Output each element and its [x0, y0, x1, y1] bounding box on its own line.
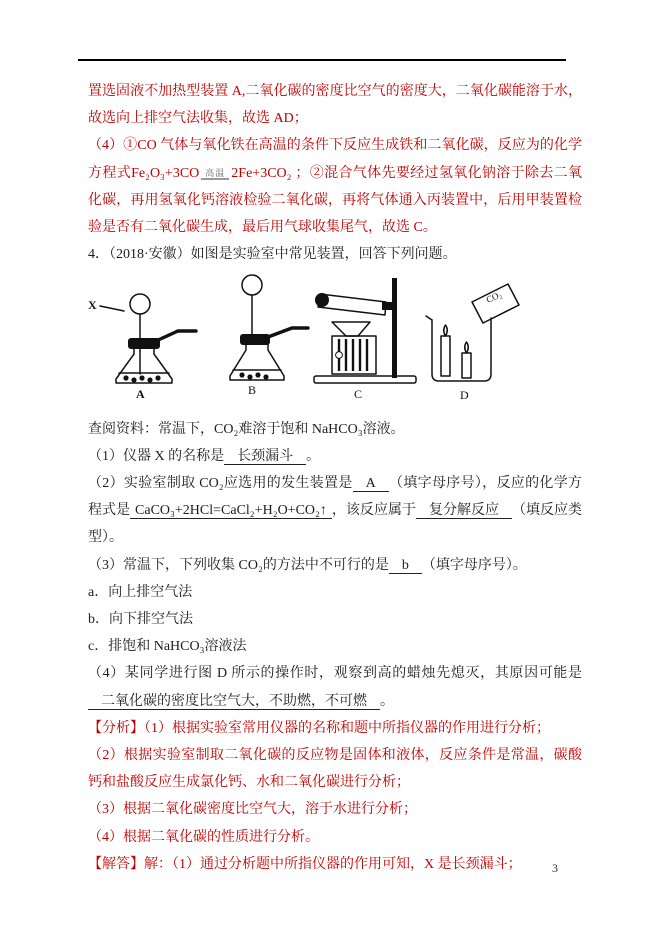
vessel-stripes [339, 339, 367, 371]
explanation-paragraph-2 [88, 132, 582, 241]
analysis-item-1: （1）根据实验室常用仪器的名称和题中所指仪器的作用进行分析； [144, 720, 550, 736]
apparatus-figure [86, 270, 572, 402]
stand-clamp [382, 302, 396, 310]
solid-particles-a [123, 376, 160, 383]
stopper-b [240, 334, 270, 345]
q1-text: （1）仪器 X 的名称是 [88, 448, 225, 464]
q2-text-3: ，该反应属于 [331, 503, 416, 519]
solution-line [88, 851, 582, 878]
question-1 [88, 443, 582, 470]
solution-heading: 【解答】 [88, 856, 144, 872]
explanation-text-1: 置选固液不加热型装置 A,二氧化碳的密度比空气的密度大，二氧化碳能溶于水，故选向上排空气法收集，故选 AD； [88, 84, 582, 127]
option-a [88, 579, 582, 606]
delivery-tube-b [268, 328, 308, 337]
q4-text: （4）某同学进行图 D 所示的操作时，观察到高的蜡烛先熄灭，其原因可能是 [88, 666, 582, 682]
q2-answer-blank-2: CaCO₃+2HCl=CaCl₂+H₂O+CO₂↑ [130, 503, 332, 519]
q3-answer-blank: b [389, 558, 422, 574]
analysis-line-3 [88, 796, 582, 823]
apparatus-d [426, 284, 519, 402]
apparatus-a [88, 294, 196, 401]
tall-candle [441, 336, 450, 376]
delivery-tube-a [156, 331, 196, 341]
resource-note [88, 416, 582, 443]
vessel-hole [336, 352, 343, 359]
co2-container-label: CO₂ [484, 289, 504, 306]
resource-note-text: 查阅资料：常温下，CO₂难溶于饱和 NaHCO₃溶液。 [88, 421, 405, 437]
q3-text: （3）常温下，下列收集 CO₂的方法中不可行的是 [88, 557, 389, 573]
explanation-text-2-before: （4）①CO 气体与氧化铁在高温的条件下反应生成铁和二氧化碳，反应为的化学方程式 [88, 138, 582, 181]
option-c-text: c．排饱和 NaHCO₃溶液法 [88, 639, 247, 655]
apparatus-b [230, 275, 308, 397]
funnel-cup [130, 294, 150, 314]
q4-after: 。 [380, 693, 394, 709]
explanation-paragraph-1 [88, 78, 582, 132]
q2-text-2: （填字母序号），反应的化学方程式是 [88, 476, 583, 519]
q2-text-4: （填反应类型）。 [88, 503, 583, 546]
q3-after: （填字母序号）。 [421, 557, 527, 573]
option-b-text: b．向下排空气法 [88, 612, 193, 628]
stand-rod [392, 278, 397, 378]
short-candle [462, 353, 471, 378]
analysis-line-1 [88, 715, 582, 742]
label-d: D [460, 388, 469, 403]
label-b: B [248, 383, 257, 398]
q2-text-1: （2）实验室制取 CO₂应选用的发生装置是 [88, 476, 353, 492]
q1-after: 。 [306, 448, 321, 464]
equation-rhs: 2Fe+3CO₂ [231, 165, 292, 181]
option-b [88, 606, 582, 633]
option-a-text: a．向上排空气法 [88, 584, 193, 600]
thistle-bulb [242, 275, 262, 295]
stand-base [314, 376, 416, 383]
solution-text: 解：（1）通过分析题中所指仪器的作用可知，X 是长颈漏斗； [144, 856, 522, 872]
question-2 [88, 470, 582, 552]
x-pointer-line [100, 306, 124, 311]
analysis-item-4: （4）根据二氧化碳的性质进行分析。 [88, 829, 319, 845]
question-title-text: 4．（2018·安徽）如图是实验室中常见装置，回答下列问题。 [88, 247, 457, 263]
beaker-spout [426, 316, 432, 320]
q2-answer-blank-3: 复分解反应 [416, 503, 512, 519]
header-divider [78, 59, 566, 61]
analysis-line-2 [88, 742, 582, 796]
q4-answer-blank: 二氧化碳的密度比空气大，不助燃，不可燃 [88, 694, 380, 710]
solid-particles-b [239, 373, 268, 380]
analysis-heading: 【分析】 [88, 720, 144, 736]
short-candle-flame [465, 342, 469, 353]
explanation-text-2-after: ；②混合气体先要经过氢氧化钠溶于除去二氧化碳，再用氢氧化钙溶液检验二氧化碳，再将气体通入丙装置中，后用甲装置检验是否有二氧化碳生成，最后用气球收集尾气，故选 C。 [88, 165, 583, 236]
chemical-equation-fe2o3 [131, 166, 291, 181]
question-3 [88, 552, 582, 579]
document-content [88, 78, 582, 878]
apparatus-c [314, 278, 416, 401]
label-x: X [88, 298, 97, 313]
label-c: C [354, 387, 363, 402]
label-a: A [136, 387, 145, 402]
tube-stopper [315, 293, 329, 307]
question-title [88, 241, 582, 268]
page-number: 3 [552, 861, 558, 875]
equation-lhs: Fe₂O₃+3CO [131, 165, 200, 181]
q1-answer-blank: 长颈漏斗 [224, 449, 306, 465]
question-4 [88, 660, 582, 714]
analysis-item-2: （2）根据实验室制取二氧化碳的反应物是固体和液体，反应条件是常温，碳酸钙和盐酸反应生成氯化钙、水和二氧化碳进行分析； [88, 748, 582, 791]
tall-candle-flame [444, 325, 448, 336]
option-c [88, 633, 582, 660]
analysis-item-3: （3）根据二氧化碳密度比空气大，溶于水进行分析； [88, 802, 417, 818]
analysis-line-4 [88, 824, 582, 851]
funnel-c [332, 322, 370, 336]
q2-answer-blank-1: A [353, 476, 389, 492]
equation-condition: 高温 [201, 168, 229, 180]
